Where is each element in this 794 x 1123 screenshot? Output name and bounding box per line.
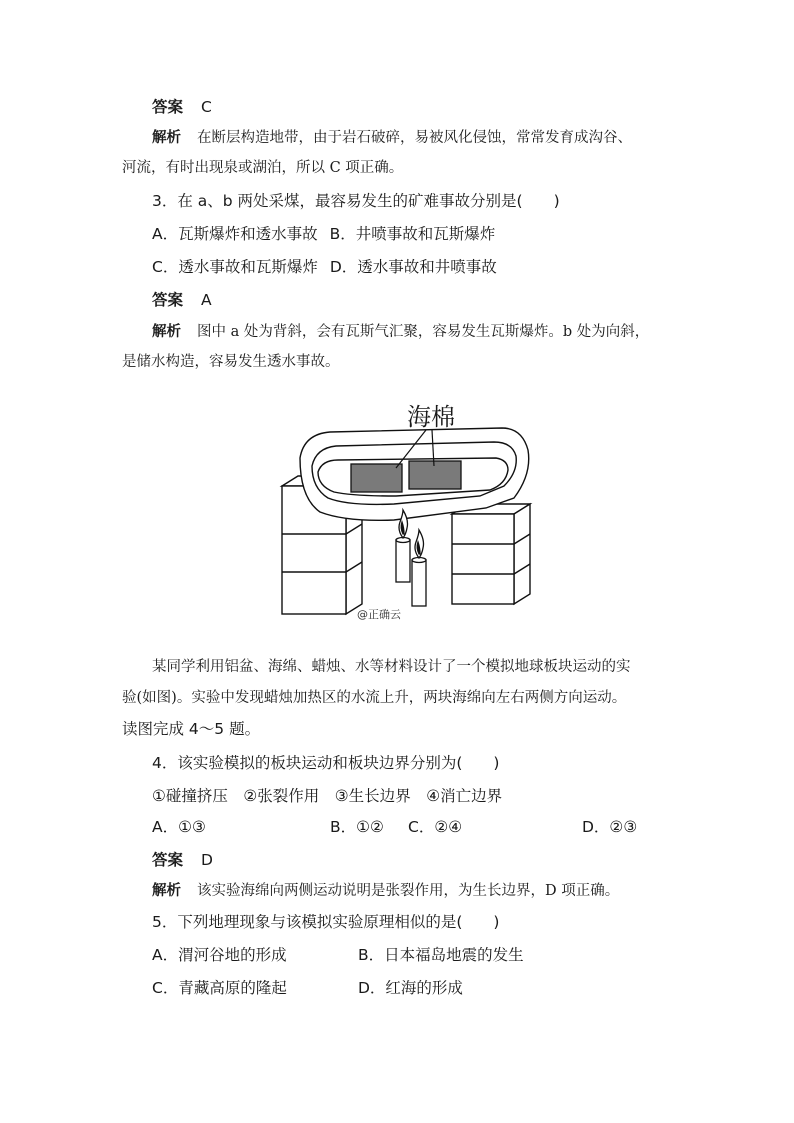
- watermark: @正确云: [357, 608, 401, 621]
- q2-analysis-line2: 河流，有时出现泉或湖泊，所以 C 项正确。: [122, 160, 404, 176]
- answer-label: 答案: [152, 851, 184, 869]
- answer-value: A: [201, 291, 212, 309]
- q4-stem: 4．该实验模拟的板块运动和板块边界分别为( ): [152, 754, 500, 772]
- q3-answer-row: [152, 289, 212, 311]
- answer-value: C: [201, 98, 212, 116]
- analysis-text: 该实验海绵向两侧运动说明是张裂作用，为生长边界，D 项正确。: [197, 883, 620, 899]
- answer-label: 答案: [152, 291, 184, 309]
- candle-right: [412, 560, 426, 606]
- right-block-front: [452, 514, 514, 604]
- analysis-text: 在断层构造地带，由于岩石破碎，易被风化侵蚀，常常发育成沟谷、: [197, 130, 632, 146]
- answer-value: D: [201, 851, 213, 869]
- sponge-left: [351, 464, 402, 492]
- q5-option-d: D．红海的形成: [358, 979, 463, 997]
- q3-analysis-line2: 是储水构造，容易发生透水事故。: [122, 354, 340, 370]
- option-a: A．瓦斯爆炸和透水事故: [152, 225, 318, 243]
- q4-items: ①碰撞挤压 ②张裂作用 ③生长边界 ④消亡边界: [152, 787, 503, 805]
- q4-option-a: A．①③: [152, 818, 206, 836]
- option-b: B．井喷事故和瓦斯爆炸: [329, 225, 496, 243]
- q4-option-d: D．②③: [582, 818, 638, 836]
- q2-analysis-line1: [152, 127, 632, 149]
- q5-option-a: A．渭河谷地的形成: [152, 946, 287, 964]
- q5-stem: 5．下列地理现象与该模拟实验原理相似的是( ): [152, 913, 500, 931]
- analysis-text: 图中 a 处为背斜，会有瓦斯气汇聚，容易发生瓦斯爆炸。b 处为向斜，: [197, 324, 650, 340]
- analysis-label: 解析: [152, 323, 181, 340]
- intro-line2: 验(如图)。实验中发现蜡烛加热区的水流上升，两块海绵向左右两侧方向运动。: [122, 690, 627, 706]
- q3-analysis-line1: [152, 321, 649, 343]
- option-d: D．透水事故和井喷事故: [329, 258, 497, 276]
- q4-answer-row: [152, 849, 213, 871]
- q3-options-ab: [152, 223, 495, 245]
- q5-option-b: B．日本福岛地震的发生: [358, 946, 524, 964]
- analysis-label: 解析: [152, 129, 181, 146]
- intro-line1: 某同学利用铝盆、海绵、蜡烛、水等材料设计了一个模拟地球板块运动的实: [152, 659, 631, 675]
- q3-stem: 3．在 a、b 两处采煤，最容易发生的矿难事故分别是( ): [152, 192, 560, 210]
- candles: [396, 510, 426, 606]
- q3-options-cd: [152, 256, 497, 278]
- analysis-label: 解析: [152, 882, 181, 899]
- sponge-right: [409, 461, 461, 489]
- q2-answer-row: [152, 96, 212, 118]
- option-c: C．透水事故和瓦斯爆炸: [152, 258, 318, 276]
- candle-left: [396, 540, 410, 582]
- answer-label: 答案: [152, 98, 184, 116]
- right-block-side: [514, 504, 530, 604]
- q4-analysis: [152, 880, 619, 902]
- q4-option-b: B．①②: [330, 818, 384, 836]
- q4-option-c: C．②④: [408, 818, 463, 836]
- intro-line3: 读图完成 4～5 题。: [122, 720, 261, 738]
- q5-option-c: C．青藏高原的隆起: [152, 979, 287, 997]
- figure-caption-sponge: 海棉: [407, 403, 455, 431]
